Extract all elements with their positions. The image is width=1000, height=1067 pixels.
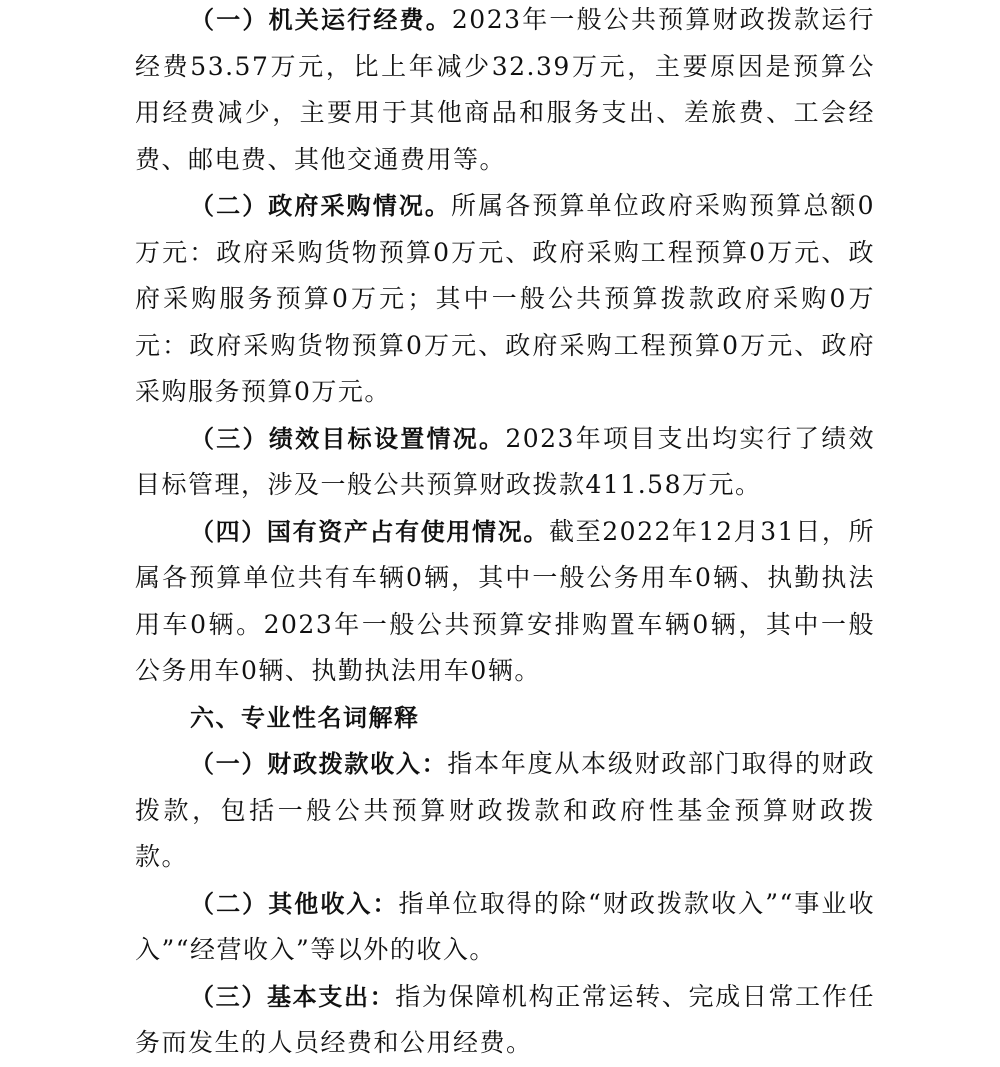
- paragraph-lead: （二）政府采购情况。: [190, 192, 452, 220]
- document-body: [135, 0, 875, 1067]
- paragraph-text: 截至2022年12月31日，所属各预算单位共有车辆0辆，其中一般公务用车0辆、执勤执法用车0辆。2023年一般公共预算安排购置车辆0辆，其中一般公务用车0辆、执勤执法用车0辆。: [135, 516, 876, 685]
- definition-text: 指单位取得的除“财政拨款收入”“事业收入”“经营收入”等以外的收入。: [135, 888, 876, 964]
- definition-fiscal-appropriation-income: [135, 741, 875, 881]
- definition-text: 指本年度从本级财政部门取得的财政拨款，包括一般公共预算财政拨款和政府性基金预算财政拨款。: [135, 749, 875, 871]
- definition-term: （二）其他收入：: [190, 889, 399, 918]
- paragraph-text: 所属各预算单位政府采购预算总额0万元：政府采购货物预算0万元、政府采购工程预算0万元、政府采购服务预算0万元；其中一般公共预算拨款政府采购0万元：政府采购货物预算0万元、政府采购工程预算0万元、政府采购服务预算0万元。: [135, 191, 875, 406]
- paragraph-lead: （一）机关运行经费。: [190, 6, 452, 34]
- definition-basic-expenditure: [135, 974, 875, 1067]
- paragraph-state-assets: [135, 509, 875, 695]
- paragraph-government-procurement: [135, 183, 875, 416]
- paragraph-operating-expenses: [135, 0, 875, 183]
- paragraph-text: 2023年一般公共预算财政拨款运行经费53.57万元，比上年减少32.39万元，主要原因是预算公用经费减少，主要用于其他商品和服务支出、差旅费、工会经费、邮电费、其他交通费用等。: [135, 5, 876, 174]
- paragraph-performance-targets: [135, 416, 875, 509]
- paragraph-lead: （四）国有资产占有使用情况。: [190, 517, 549, 546]
- paragraph-lead: （三）绩效目标设置情况。: [190, 424, 506, 453]
- definition-term: （一）财政拨款收入：: [190, 750, 448, 778]
- definition-term: （三）基本支出：: [190, 982, 396, 1011]
- section-heading: 六、专业性名词解释: [190, 703, 420, 732]
- paragraph-text: 2023年项目支出均实行了绩效目标管理，涉及一般公共预算财政拨款411.58万元。: [135, 423, 876, 499]
- definition-other-income: [135, 881, 875, 974]
- definition-text: 指为保障机构正常运转、完成日常工作任务而发生的人员经费和公用经费。: [135, 981, 875, 1057]
